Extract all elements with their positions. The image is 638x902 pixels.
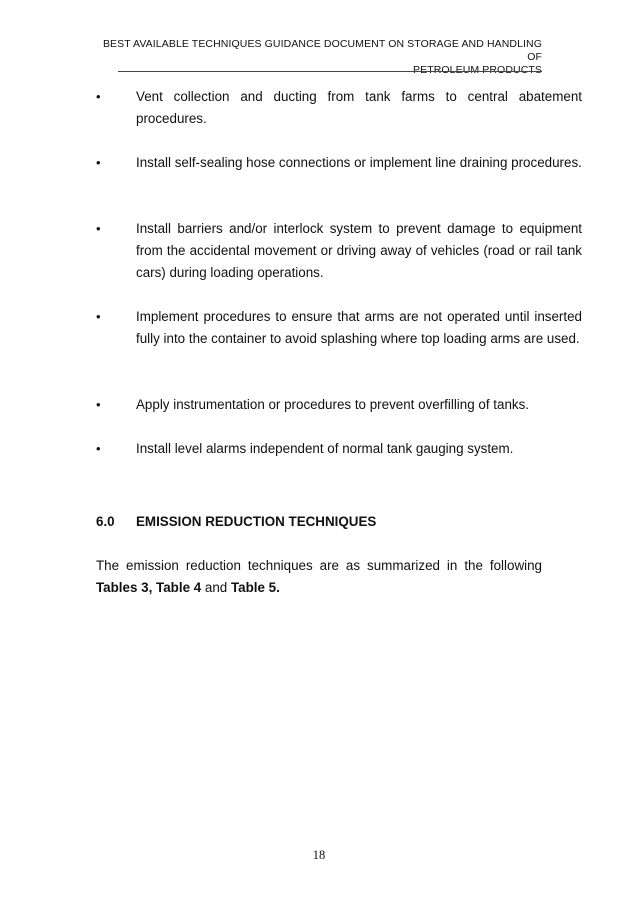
bullet-text: Install level alarms independent of normal tank gauging system. xyxy=(136,441,514,456)
bullet-item xyxy=(96,438,582,460)
section-heading xyxy=(96,511,542,533)
paragraph-intro: The emission reduction techniques are as summarized in the following xyxy=(96,558,542,573)
bullet-text: Install self-sealing hose connections or implement line draining procedures. xyxy=(136,155,582,170)
bullet-text: Install barriers and/or interlock system to prevent damage to equipment from the accidental movement or driving away of vehicles (road or rail tank cars) during loading operations. xyxy=(136,221,582,280)
bullet-text: Vent collection and ducting from tank farms to central abatement procedures. xyxy=(136,89,582,126)
body-paragraph xyxy=(96,555,542,599)
header-line-2: PETROLEUM PRODUCTS xyxy=(413,64,542,76)
table-reference-1: Tables 3, Table 4 xyxy=(96,580,202,595)
bullet-dot-icon: • xyxy=(96,155,101,170)
bullet-item xyxy=(96,218,582,284)
section-number: 6.0 xyxy=(96,514,115,529)
bullet-dot-icon: • xyxy=(96,397,101,412)
bullet-dot-icon: • xyxy=(96,89,101,104)
table-reference-2: Table 5. xyxy=(230,580,280,595)
bullet-item xyxy=(96,152,582,174)
page-number: 18 xyxy=(312,848,326,862)
bullet-item xyxy=(96,394,582,416)
bullet-item xyxy=(96,306,582,350)
bullet-dot-icon: • xyxy=(96,221,101,236)
bullet-text: Apply instrumentation or procedures to prevent overfilling of tanks. xyxy=(136,397,529,412)
bullet-dot-icon: • xyxy=(96,441,101,456)
paragraph-joiner: and xyxy=(201,580,231,595)
bullet-text: Implement procedures to ensure that arms are not operated until inserted fully into the container to avoid splashing where top loading arms are used. xyxy=(136,309,582,346)
bullet-item xyxy=(96,86,582,130)
bullet-dot-icon: • xyxy=(96,309,101,324)
header-line-1: BEST AVAILABLE TECHNIQUES GUIDANCE DOCUMENT ON STORAGE AND HANDLING OF xyxy=(102,38,542,63)
section-title: EMISSION REDUCTION TECHNIQUES xyxy=(136,514,377,529)
header-divider xyxy=(118,71,542,72)
